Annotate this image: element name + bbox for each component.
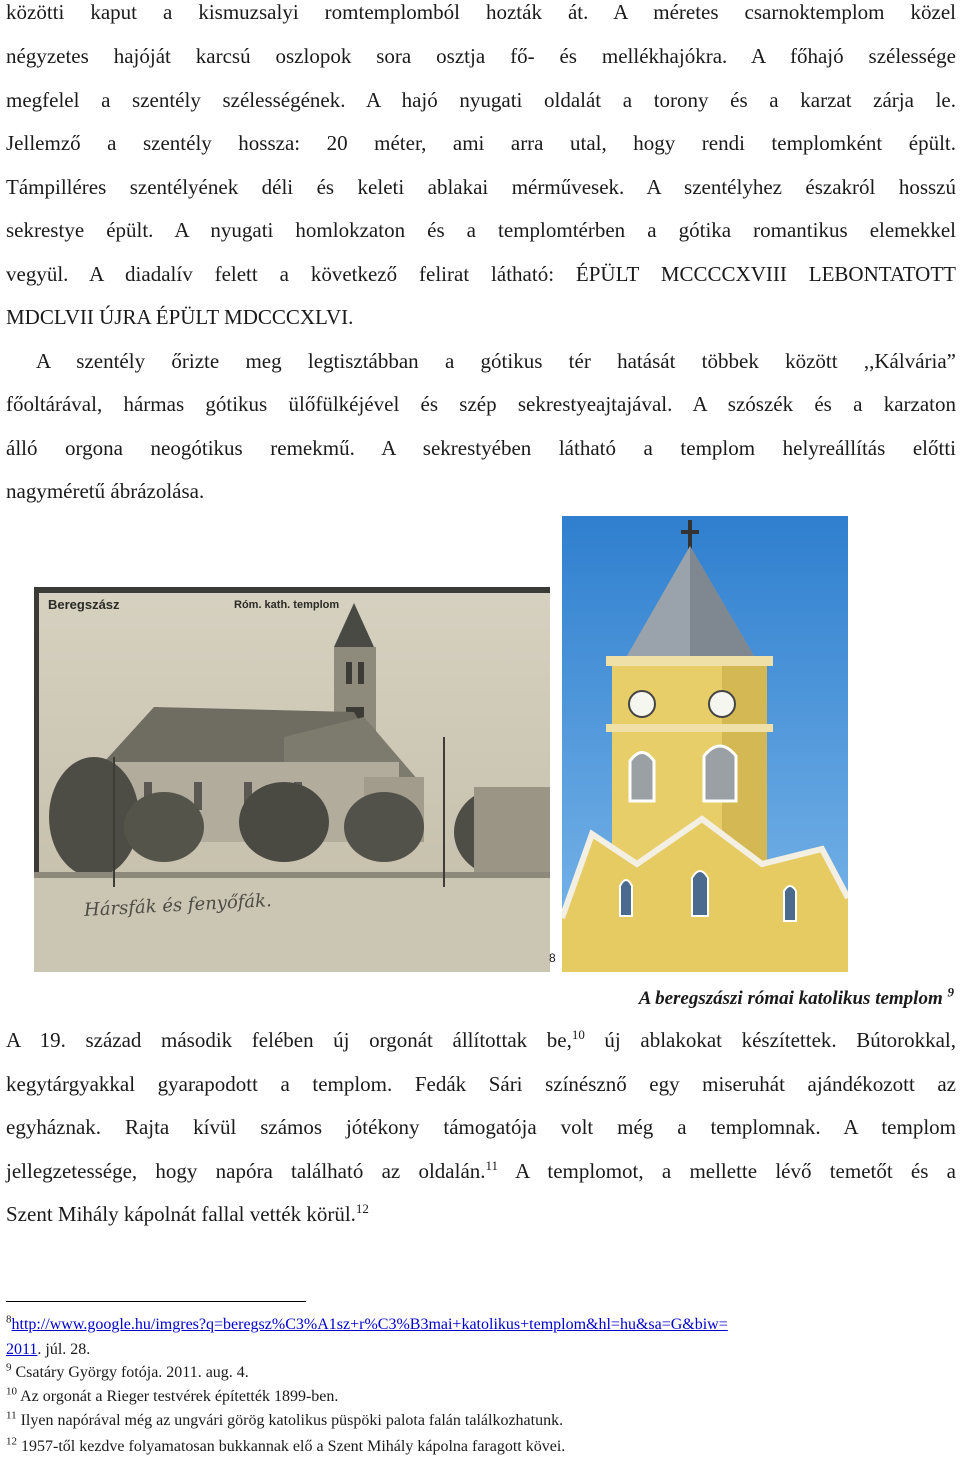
footnote-10-number: 10 — [6, 1385, 17, 1398]
figure-caption-sup: 9 — [947, 984, 954, 1000]
footnote-9-number: 9 — [6, 1361, 12, 1374]
p1-line-2: négyzetes hajóját karcsú oszlopok sora osztja fő- és mellékhajókra. A főhajó szélessége — [6, 44, 956, 68]
footnote-8-link-cont[interactable]: 2011 — [6, 1341, 38, 1358]
footnote-8-link[interactable]: http://www.google.hu/imgres?q=beregsz%C3%A1sz+r%C3%B3mai+katolikus+templom&hl=hu&sa=G&biw= — [11, 1316, 728, 1333]
p3-l4-a: jellegzetessége, hogy napóra található az oldalán. — [6, 1159, 486, 1183]
p1-line-6: sekrestye épült. A nyugati homlokzaton és a templomtérben a gótika romantikus elemekkel — [6, 218, 956, 242]
footnote-8-number: 8 — [6, 1313, 12, 1326]
p2-line-2: főoltárával, hármas gótikus ülőfülkéjével és szép sekrestyeajtajával. A szószék és a karzaton — [6, 392, 956, 416]
p1-line-3: megfelel a szentély szélességének. A hajó nyugati oldalát a torony és a karzat zárja le. — [6, 88, 956, 112]
p2-line-3: álló orgona neogótikus remekmű. A sekrestyében látható a templom helyreállítás előtti — [6, 436, 956, 460]
p1-line-4: Jellemző a szentély hossza: 20 méter, ami arra utal, hogy rendi templomként épült. — [6, 131, 956, 155]
p3-l1-a: A 19. század második felében új orgonát állítottak be, — [6, 1028, 572, 1052]
p3-line-2: kegytárgyakkal gyarapodott a templom. Fedák Sári színésznő egy miseruhát ajándékozott az — [6, 1072, 956, 1096]
footnote-11 — [6, 1409, 564, 1430]
tower-photo — [562, 516, 848, 972]
footnote-11-text: Ilyen napórával még az ungvári görög katolikus püspöki palota falán találkozhatunk. — [20, 1412, 564, 1429]
footnote-8-tail: . júl. 28. — [37, 1341, 91, 1358]
footnote-ref-10[interactable]: 10 — [571, 1027, 585, 1042]
p2-line-1: A szentély őrizte meg legtisztábban a gótikus tér hatását többek között ,,Kálvária” — [36, 349, 956, 373]
footnote-ref-11[interactable]: 11 — [485, 1158, 499, 1173]
footnote-10 — [6, 1385, 339, 1406]
photo-number: 8 — [549, 951, 556, 965]
footnote-9-text: Csatáry György fotója. 2011. aug. 4. — [15, 1364, 249, 1381]
p3-l4-b: A templomot, a mellette lévő temetőt és a — [498, 1159, 956, 1183]
postcard-title-left: Beregszász — [48, 597, 120, 612]
p3-line-1 — [6, 1028, 956, 1053]
p1-line-8: MDCLVII ÚJRA ÉPÜLT MDCCCXLVI. — [6, 305, 354, 329]
footnote-12 — [6, 1435, 566, 1456]
footnote-12-text: 1957-től kezdve folyamatosan bukkannak elő a Szent Mihály kápolna faragott kövei. — [21, 1438, 566, 1455]
postcard-photo — [34, 587, 550, 972]
p3-line-4 — [6, 1159, 956, 1184]
footnote-12-number: 12 — [6, 1435, 17, 1448]
p2-line-4: nagyméretű ábrázolása. — [6, 479, 205, 503]
footnote-8-cont — [6, 1341, 90, 1359]
p1-line-1: közötti kaput a kismuzsalyi romtemplomból hozták át. A méretes csarnoktemplom közel — [6, 0, 956, 24]
footnote-11-number: 11 — [6, 1409, 17, 1422]
footnote-separator — [6, 1301, 306, 1302]
p1-line-7: vegyül. A diadalív felett a következő felirat látható: ÉPÜLT MCCCCXVIII LEBONTATOTT — [6, 262, 956, 286]
p1-line-5: Támpilléres szentélyének déli és keleti ablakai mérművesek. A szentélyhez északról hosszú — [6, 175, 956, 199]
postcard-handwriting: Hársfák és fenyőfák. — [83, 890, 273, 921]
footnote-8 — [6, 1313, 728, 1334]
p3-l5-a: Szent Mihály kápolnát fallal vették körül. — [6, 1202, 356, 1226]
p3-l1-b: új ablakokat készítettek. Bútorokkal, — [584, 1028, 956, 1052]
footnote-9 — [6, 1361, 249, 1382]
figure-caption-text: A beregszászi római katolikus templom — [638, 988, 943, 1009]
footnote-ref-12[interactable]: 12 — [355, 1201, 369, 1216]
p3-line-3: egyháznak. Rajta kívül számos jótékony támogatója volt még a templomnak. A templom — [6, 1115, 956, 1139]
tower-illustration — [562, 516, 848, 972]
postcard-title-right: Róm. kath. templom — [234, 599, 340, 611]
footnote-10-text: Az orgonát a Rieger testvérek építették 1899-ben. — [20, 1388, 339, 1405]
p3-line-5 — [6, 1202, 369, 1227]
figure-caption — [638, 984, 954, 1010]
